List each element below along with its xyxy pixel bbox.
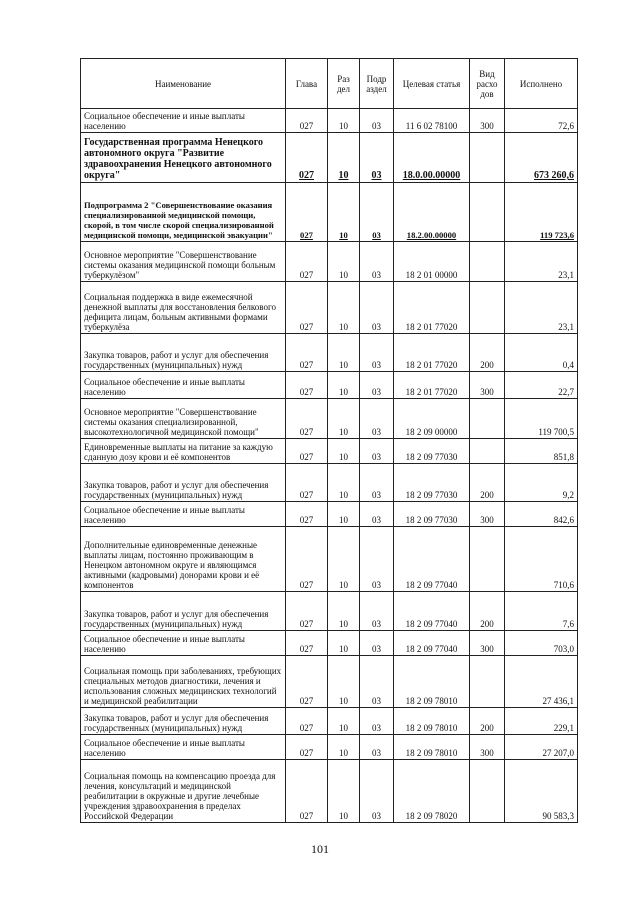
row-executed-amount: 703,0	[505, 631, 578, 656]
row-expense-type: 300	[470, 109, 505, 133]
table-row	[81, 631, 578, 656]
row-target-article: 18 2 09 77040	[394, 631, 470, 656]
row-target-article: 18 2 09 77030	[394, 502, 470, 527]
row-target-article: 18 2 09 77040	[394, 592, 470, 631]
row-subsection: 03	[360, 592, 394, 631]
header-executed: Исполнено	[505, 59, 578, 109]
row-target-article: 18.2.00.00000	[394, 183, 470, 242]
row-executed-amount: 90 583,3	[505, 760, 578, 823]
table-row	[81, 334, 578, 372]
row-chapter: 027	[286, 109, 328, 133]
row-subsection: 03	[360, 109, 394, 133]
row-section: 10	[328, 464, 360, 502]
row-section: 10	[328, 656, 360, 708]
row-subsection: 03	[360, 502, 394, 527]
row-executed-amount: 7,6	[505, 592, 578, 631]
row-name: Государственная программа Ненецкого автономного округа "Развитие здравоохранения Ненецкого автономного округа"	[81, 133, 286, 183]
row-name: Закупка товаров, работ и услуг для обеспечения государственных (муниципальных) нужд	[81, 334, 286, 372]
row-chapter: 027	[286, 399, 328, 439]
budget-table	[80, 58, 578, 823]
row-chapter: 027	[286, 282, 328, 334]
table-body	[81, 109, 578, 823]
row-executed-amount: 27 207,0	[505, 735, 578, 760]
row-section: 10	[328, 592, 360, 631]
row-expense-type	[470, 183, 505, 242]
table-row	[81, 183, 578, 242]
row-target-article: 18 2 09 78010	[394, 656, 470, 708]
row-executed-amount: 23,1	[505, 242, 578, 282]
row-expense-type: 200	[470, 464, 505, 502]
table-row	[81, 464, 578, 502]
row-name: Единовременные выплаты на питание за каждую сданную дозу крови и её компонентов	[81, 439, 286, 464]
row-executed-amount: 27 436,1	[505, 656, 578, 708]
row-executed-amount: 0,4	[505, 334, 578, 372]
header-section: Раз дел	[328, 59, 360, 109]
row-subsection: 03	[360, 631, 394, 656]
row-target-article: 18 2 09 78010	[394, 708, 470, 735]
row-expense-type: 200	[470, 334, 505, 372]
row-expense-type: 300	[470, 735, 505, 760]
table-row	[81, 109, 578, 133]
row-section: 10	[328, 735, 360, 760]
row-expense-type: 300	[470, 502, 505, 527]
row-expense-type: 300	[470, 372, 505, 399]
row-chapter: 027	[286, 372, 328, 399]
table-row	[81, 439, 578, 464]
row-expense-type: 200	[470, 592, 505, 631]
row-name: Подпрограмма 2 "Совершенствование оказания специализированной медицинской помощи, скорой, в том числе скорой специализированной медицинской помощи, медицинской эвакуации"	[81, 183, 286, 242]
row-name: Основное мероприятие "Совершенствование системы оказания медицинской помощи больным туберкулёзом"	[81, 242, 286, 282]
row-target-article: 18 2 01 77020	[394, 334, 470, 372]
row-name: Социальное обеспечение и иные выплаты населению	[81, 109, 286, 133]
table-row	[81, 399, 578, 439]
row-target-article: 18 2 01 77020	[394, 372, 470, 399]
row-subsection: 03	[360, 133, 394, 183]
row-section: 10	[328, 708, 360, 735]
row-expense-type: 300	[470, 631, 505, 656]
table-row	[81, 527, 578, 592]
row-name: Закупка товаров, работ и услуг для обеспечения государственных (муниципальных) нужд	[81, 464, 286, 502]
row-section: 10	[328, 133, 360, 183]
row-expense-type	[470, 760, 505, 823]
table-row	[81, 133, 578, 183]
row-subsection: 03	[360, 242, 394, 282]
row-subsection: 03	[360, 708, 394, 735]
row-section: 10	[328, 183, 360, 242]
row-target-article: 18 2 09 77030	[394, 464, 470, 502]
row-name: Закупка товаров, работ и услуг для обеспечения государственных (муниципальных) нужд	[81, 708, 286, 735]
row-subsection: 03	[360, 183, 394, 242]
row-name: Основное мероприятие "Совершенствование системы оказания специализированной, высокотехнологичной медицинской помощи"	[81, 399, 286, 439]
row-chapter: 027	[286, 527, 328, 592]
table-row	[81, 735, 578, 760]
row-executed-amount: 842,6	[505, 502, 578, 527]
header-expense-type: Вид расхо дов	[470, 59, 505, 109]
row-chapter: 027	[286, 133, 328, 183]
row-section: 10	[328, 439, 360, 464]
table-row	[81, 372, 578, 399]
row-section: 10	[328, 334, 360, 372]
row-subsection: 03	[360, 760, 394, 823]
row-target-article: 18 2 09 78010	[394, 735, 470, 760]
row-executed-amount: 673 260,6	[505, 133, 578, 183]
row-target-article: 18 2 01 00000	[394, 242, 470, 282]
row-executed-amount: 72,6	[505, 109, 578, 133]
row-section: 10	[328, 109, 360, 133]
row-chapter: 027	[286, 439, 328, 464]
row-executed-amount: 9,2	[505, 464, 578, 502]
row-expense-type	[470, 439, 505, 464]
row-subsection: 03	[360, 527, 394, 592]
row-name: Социальное обеспечение и иные выплаты населению	[81, 372, 286, 399]
page-number: 101	[311, 842, 329, 856]
row-name: Социальное обеспечение и иные выплаты населению	[81, 502, 286, 527]
table-row	[81, 592, 578, 631]
row-executed-amount: 119 700,5	[505, 399, 578, 439]
row-target-article: 18.0.00.00000	[394, 133, 470, 183]
row-target-article: 11 6 02 78100	[394, 109, 470, 133]
row-target-article: 18 2 09 77030	[394, 439, 470, 464]
row-expense-type: 200	[470, 708, 505, 735]
row-subsection: 03	[360, 399, 394, 439]
row-name: Социальная помощь на компенсацию проезда для лечения, консультаций и медицинской реабилитации в окружные и другие лечебные учреждения здравоохранения в пределах Российской Федерации	[81, 760, 286, 823]
row-chapter: 027	[286, 592, 328, 631]
row-executed-amount: 710,6	[505, 527, 578, 592]
header-chapter: Глава	[286, 59, 328, 109]
row-target-article: 18 2 09 78020	[394, 760, 470, 823]
row-section: 10	[328, 372, 360, 399]
row-executed-amount: 851,8	[505, 439, 578, 464]
header-name: Наименование	[81, 59, 286, 109]
header-subsection: Подр аздел	[360, 59, 394, 109]
row-chapter: 027	[286, 334, 328, 372]
row-executed-amount: 23,1	[505, 282, 578, 334]
row-chapter: 027	[286, 183, 328, 242]
row-chapter: 027	[286, 464, 328, 502]
row-executed-amount: 229,1	[505, 708, 578, 735]
row-expense-type	[470, 399, 505, 439]
row-target-article: 18 2 09 00000	[394, 399, 470, 439]
table-row	[81, 760, 578, 823]
row-subsection: 03	[360, 464, 394, 502]
table-header-row	[81, 59, 578, 109]
row-expense-type	[470, 656, 505, 708]
row-section: 10	[328, 527, 360, 592]
row-executed-amount: 119 723,6	[505, 183, 578, 242]
table-row	[81, 656, 578, 708]
row-chapter: 027	[286, 735, 328, 760]
row-expense-type	[470, 527, 505, 592]
row-section: 10	[328, 282, 360, 334]
row-executed-amount: 22,7	[505, 372, 578, 399]
row-expense-type	[470, 242, 505, 282]
row-chapter: 027	[286, 708, 328, 735]
row-section: 10	[328, 760, 360, 823]
row-expense-type	[470, 133, 505, 183]
table-row	[81, 242, 578, 282]
row-chapter: 027	[286, 502, 328, 527]
row-section: 10	[328, 399, 360, 439]
row-name: Дополнительные единовременные денежные выплаты лицам, постоянно проживающим в Ненецком автономном округе и являющимся активными (кадровыми) донорами крови и её компонентов	[81, 527, 286, 592]
row-section: 10	[328, 502, 360, 527]
row-chapter: 027	[286, 631, 328, 656]
table-row	[81, 282, 578, 334]
row-subsection: 03	[360, 439, 394, 464]
row-name: Социальное обеспечение и иные выплаты населению	[81, 735, 286, 760]
row-name: Социальная поддержка в виде ежемесячной денежной выплаты для восстановления белкового дефицита лицам, больным активными формами туберкулёза	[81, 282, 286, 334]
row-section: 10	[328, 631, 360, 656]
table-row	[81, 708, 578, 735]
row-name: Социальное обеспечение и иные выплаты населению	[81, 631, 286, 656]
row-chapter: 027	[286, 242, 328, 282]
row-subsection: 03	[360, 372, 394, 399]
row-target-article: 18 2 09 77040	[394, 527, 470, 592]
row-chapter: 027	[286, 760, 328, 823]
header-target: Целевая статья	[394, 59, 470, 109]
row-subsection: 03	[360, 282, 394, 334]
row-name: Закупка товаров, работ и услуг для обеспечения государственных (муниципальных) нужд	[81, 592, 286, 631]
row-subsection: 03	[360, 656, 394, 708]
row-expense-type	[470, 282, 505, 334]
row-section: 10	[328, 242, 360, 282]
table-row	[81, 502, 578, 527]
row-chapter: 027	[286, 656, 328, 708]
row-subsection: 03	[360, 735, 394, 760]
row-subsection: 03	[360, 334, 394, 372]
row-target-article: 18 2 01 77020	[394, 282, 470, 334]
row-name: Социальная помощь при заболеваниях, требующих специальных методов диагностики, лечения и использования сложных медицинских технологий и медицинской реабилитации	[81, 656, 286, 708]
